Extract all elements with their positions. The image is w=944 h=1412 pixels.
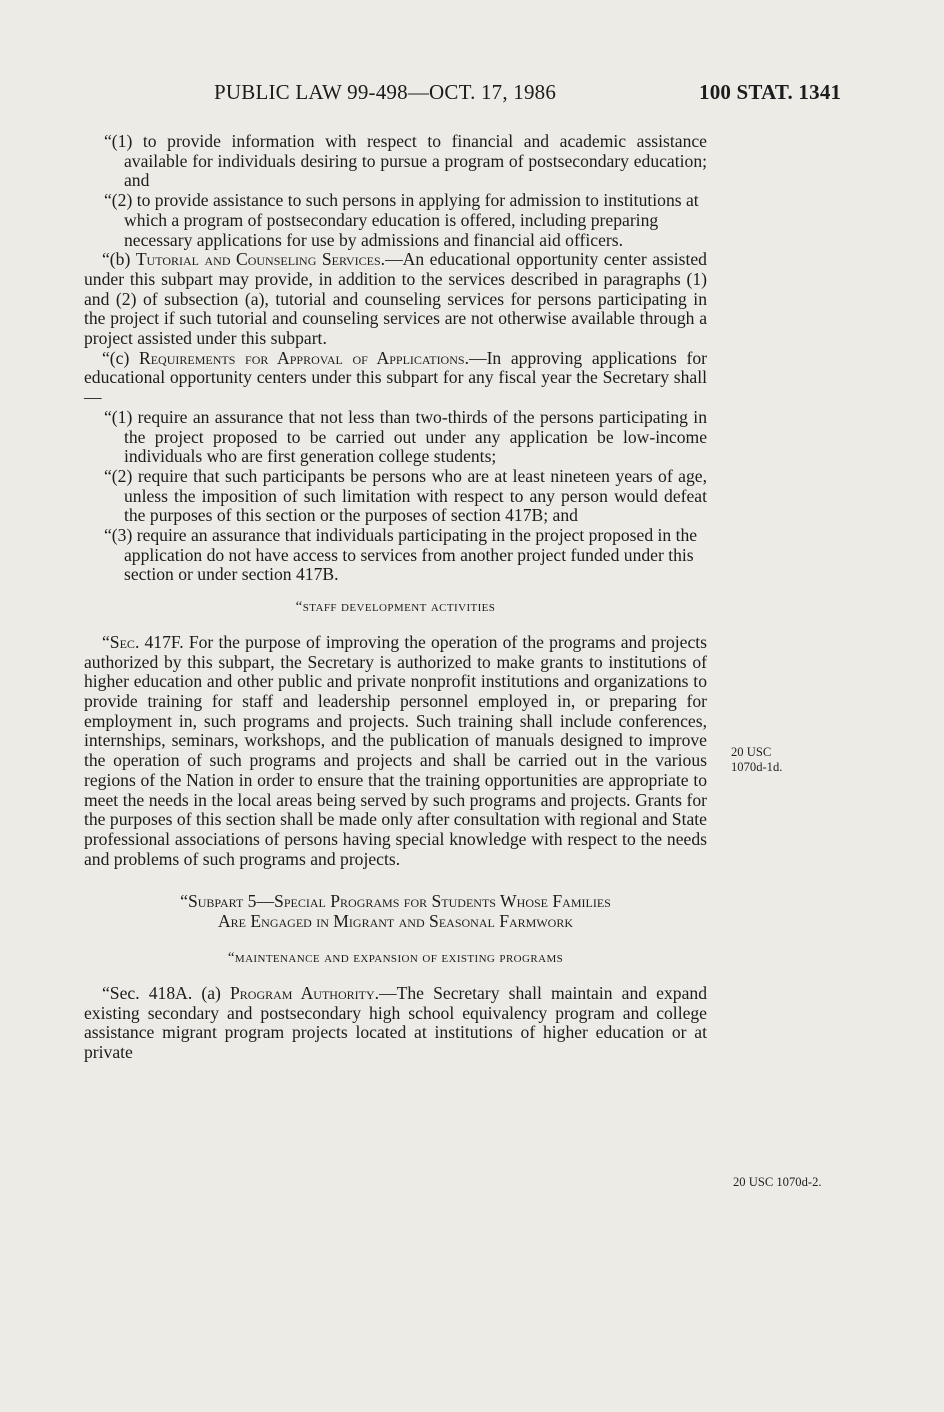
subsection-b-heading: Tutorial and Counseling Services.: [135, 249, 386, 270]
paragraph-c3: “(3) require an assurance that individuals participating in the project proposed in the application do not have access to services from another project funded under this section or under section 417B.: [104, 525, 698, 585]
paragraph-a2: “(2) to provide assistance to such persons in applying for admission to institutions at which a program of postsecondary education is offered, including preparing necessary applications for use by admissions and financial aid officers.: [104, 190, 699, 250]
heading-maintenance-expansion: “maintenance and expansion of existing programs: [227, 950, 564, 967]
subsection-c: [84, 349, 707, 408]
subsection-b-lead: “(b): [102, 249, 136, 270]
subpart-5-heading: [84, 891, 707, 931]
subsection-b-text: —An educational opportunity center assisted under this subpart may provide, in addition to the services described in paragraphs (1) and (2) of subsection (a), tutorial and counseling services for persons participating in the project if such tutorial and counseling services are not otherwise available through a project assisted under this subpart.: [84, 249, 707, 349]
subpart-5-title-line2: Are Engaged in Migrant and Seasonal Farmwork: [217, 911, 574, 932]
section-417f: [84, 633, 707, 869]
subsection-c-text: —In approving applications for educational opportunity centers under this subpart for any fiscal year the Secretary shall—: [84, 347, 707, 408]
margin-note-418a: 20 USC 1070d-2.: [733, 1175, 822, 1189]
subsection-c-lead: “(c): [102, 347, 139, 368]
section-417f-lead: “Sec: [102, 631, 135, 652]
subsection-b: [84, 250, 707, 349]
section-418a-lead: “Sec. 418A. (a): [102, 983, 230, 1004]
margin-note-417f-line2: 1070d-1d.: [731, 759, 783, 774]
paragraph-c2: “(2) require that such participants be persons who are at least nineteen years of age, unless the imposition of such limitation with respect to any person would defeat the purposes of this section or the purposes of section 417B; and: [104, 465, 707, 526]
section-418a: [84, 984, 707, 1063]
section-418a-text: —The Secretary shall maintain and expand existing secondary and postsecondary high school equivalency program and college assistance migrant program projects located at institutions of higher education or at private: [84, 983, 707, 1063]
statute-page-number: 100 STAT. 1341: [699, 80, 842, 104]
margin-note-417f-line1: 20 USC: [731, 745, 772, 759]
subpart-5-title-line1: “Subpart 5—Special Programs for Students Whose Families: [180, 891, 611, 912]
heading-staff-development: “staff development activities: [295, 599, 496, 616]
paragraph-c1: “(1) require an assurance that not less than two-thirds of the persons participating in the project proposed to be carried out under any application be low-income individuals who are first generation college students;: [104, 406, 707, 467]
page-header: [0, 80, 944, 114]
section-418a-heading: Program Authority.: [229, 983, 380, 1004]
subsection-c-heading: Requirements for Approval of Applications.: [138, 347, 469, 368]
margin-note-417f: [731, 745, 782, 774]
section-417f-text: . 417F. For the purpose of improving the operation of the programs and projects authorized by this subpart, the Secretary is authorized to make grants to institutions of higher education and other public and private nonprofit institutions and organizations to provide training for staff and leadership personnel employed in, or preparing for employment in, such programs and projects. Such training shall include conferences, internships, seminars, workshops, and the publication of manuals designed to improve the operation of such programs and projects and shall be carried out in the various regions of the Nation in order to ensure that the training opportunities are appropriate to meet the needs in the local areas being served by such programs and projects. Grants for the purposes of this section shall be made only after consultation with regional and State professional associations of persons having special knowledge with respect to the needs and problems of such programs and projects.: [84, 631, 707, 869]
body-text: [84, 132, 707, 1063]
public-law-citation: PUBLIC LAW 99-498—OCT. 17, 1986: [214, 80, 557, 104]
paragraph-a1: “(1) to provide information with respect to financial and academic assistance available for individuals desiring to pursue a program of postsecondary education; and: [104, 131, 707, 191]
